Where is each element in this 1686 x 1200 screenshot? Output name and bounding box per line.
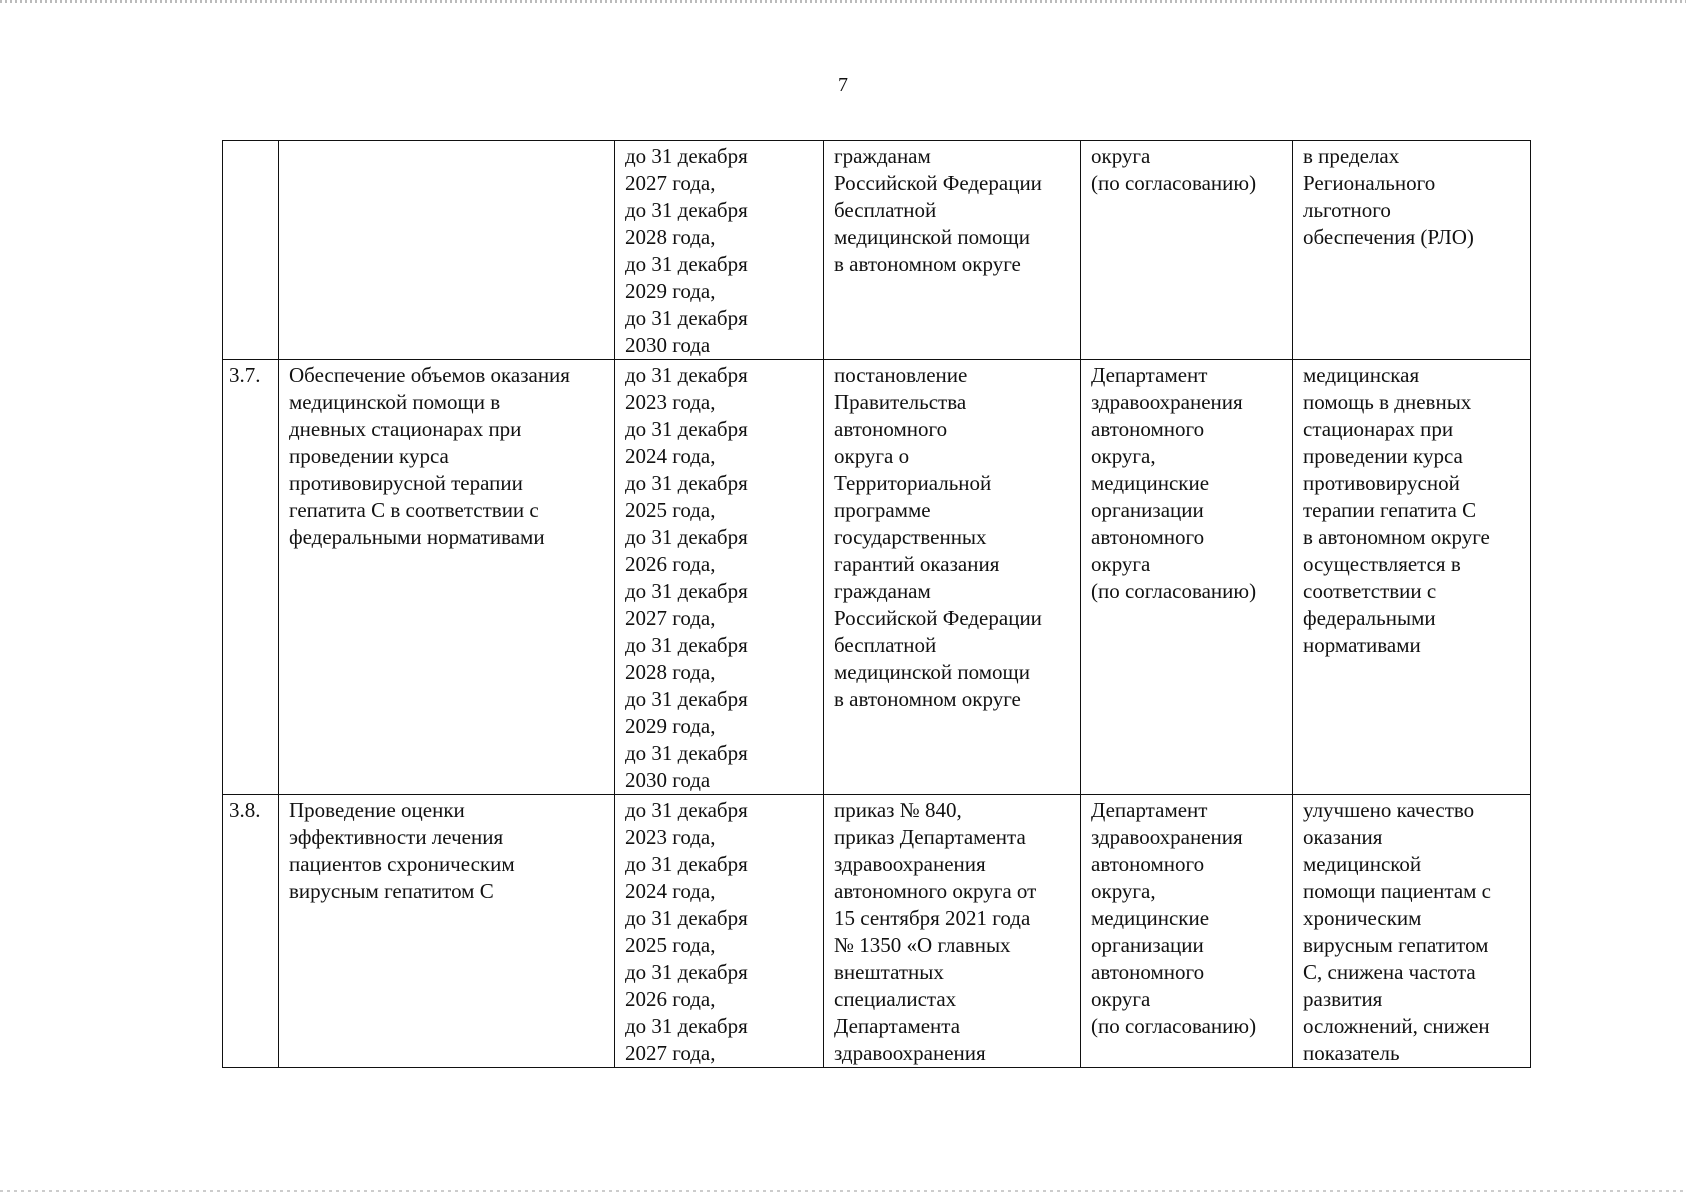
cell-line: 2027 года, (625, 171, 716, 195)
cell-line: медицинские (1091, 906, 1210, 930)
cell-line: медицинские (1091, 471, 1210, 495)
cell-line: стационарах при (1303, 417, 1454, 441)
cell-line: медицинской помощи в (289, 390, 501, 414)
table-row (223, 795, 1531, 1068)
cell-line: помощи пациентам с (1303, 879, 1491, 903)
page-number: 7 (838, 74, 848, 96)
cell-line: 2026 года, (625, 552, 716, 576)
cell-line: развития (1303, 987, 1383, 1011)
cell-line: (по согласованию) (1091, 1014, 1257, 1038)
cell-line: дневных стационарах при (289, 417, 522, 441)
cell-line: государственных (834, 525, 987, 549)
cell-line: до 31 декабря (625, 144, 748, 168)
cell-line: 2027 года, (625, 1041, 716, 1065)
cell-line: до 31 декабря (625, 687, 748, 711)
cell-line: 15 сентября 2021 года (834, 906, 1031, 930)
row-number-cell (223, 141, 279, 360)
cell-line: оказания (1303, 825, 1383, 849)
cell-line: 2029 года, (625, 279, 716, 303)
cell-line: вирусным гепатитом С (289, 879, 494, 903)
cell-line: округа (1091, 987, 1151, 1011)
cell-line: Департамента (834, 1014, 961, 1038)
cell-line: бесплатной (834, 198, 937, 222)
cell-line: Территориальной (834, 471, 992, 495)
cell-line: 2029 года, (625, 714, 716, 738)
cell-line: округа о (834, 444, 910, 468)
document-cell (824, 795, 1081, 1068)
cell-line: Департамент (1091, 798, 1208, 822)
cell-line: проведении курса (289, 444, 449, 468)
cell-line: гарантий оказания (834, 552, 1000, 576)
cell-line: (по согласованию) (1091, 579, 1257, 603)
cell-line: Российской Федерации (834, 171, 1042, 195)
cell-line: до 31 декабря (625, 852, 748, 876)
cell-line: до 31 декабря (625, 306, 748, 330)
cell-line: приказ Департамента (834, 825, 1026, 849)
cell-line: здравоохранения (834, 1041, 986, 1065)
cell-line: (по согласованию) (1091, 171, 1257, 195)
cell-line: медицинская (1303, 363, 1420, 387)
cell-line: до 31 декабря (625, 960, 748, 984)
result-cell (1293, 360, 1531, 795)
cell-line: 2027 года, (625, 606, 716, 630)
cell-line: до 31 декабря (625, 906, 748, 930)
executor-cell (1081, 141, 1293, 360)
cell-line: проведении курса (1303, 444, 1463, 468)
cell-line: 2030 года (625, 333, 711, 357)
cell-line: приказ № 840, (834, 798, 962, 822)
cell-line: осуществляется в (1303, 552, 1461, 576)
cell-line: 2025 года, (625, 933, 716, 957)
cell-line: 2024 года, (625, 444, 716, 468)
cell-line: эффективности лечения (289, 825, 504, 849)
deadline-cell (615, 141, 824, 360)
cell-line: здравоохранения (834, 852, 986, 876)
cell-line: льготного (1303, 198, 1391, 222)
cell-line: организации (1091, 498, 1204, 522)
table-row (223, 141, 1531, 360)
cell-line: до 31 декабря (625, 417, 748, 441)
cell-line: автономного (1091, 525, 1205, 549)
cell-line: 2026 года, (625, 987, 716, 1011)
cell-line: автономного округа от (834, 879, 1037, 903)
cell-line: федеральными (1303, 606, 1436, 630)
cell-line: показатель (1303, 1041, 1400, 1065)
cell-line: до 31 декабря (625, 579, 748, 603)
cell-line: гражданам (834, 144, 931, 168)
cell-line: до 31 декабря (625, 252, 748, 276)
cell-line: 2023 года, (625, 390, 716, 414)
cell-line: до 31 декабря (625, 798, 748, 822)
cell-line: нормативами (1303, 633, 1421, 657)
measures-table (222, 140, 1531, 1068)
cell-line: автономного (1091, 417, 1205, 441)
cell-line: до 31 декабря (625, 363, 748, 387)
cell-line: осложнений, снижен (1303, 1014, 1490, 1038)
cell-line: улучшено качество (1303, 798, 1475, 822)
cell-line: С, снижена частота (1303, 960, 1476, 984)
executor-cell (1081, 795, 1293, 1068)
table-row (223, 360, 1531, 795)
cell-line: 2028 года, (625, 225, 716, 249)
cell-line: противовирусной (1303, 471, 1460, 495)
cell-line: в пределах (1303, 144, 1400, 168)
result-cell (1293, 141, 1531, 360)
cell-line: противовирусной терапии (289, 471, 523, 495)
cell-line: внештатных (834, 960, 944, 984)
row-number: 3.8. (229, 798, 261, 822)
deadline-cell (615, 795, 824, 1068)
cell-line: гражданам (834, 579, 931, 603)
document-cell (824, 141, 1081, 360)
cell-line: до 31 декабря (625, 741, 748, 765)
cell-line: соответствии с (1303, 579, 1437, 603)
cell-line: Проведение оценки (289, 798, 465, 822)
cell-line: пациентов схроническим (289, 852, 515, 876)
cell-line: обеспечения (РЛО) (1303, 225, 1474, 249)
cell-line: гепатита С в соответствии с (289, 498, 539, 522)
measure-title-cell (279, 360, 615, 795)
measure-title-cell (279, 141, 615, 360)
cell-line: Российской Федерации (834, 606, 1042, 630)
cell-line: в автономном округе (1303, 525, 1490, 549)
cell-line: федеральными нормативами (289, 525, 545, 549)
cell-line: до 31 декабря (625, 471, 748, 495)
scan-edge-bottom (0, 1190, 1686, 1192)
executor-cell (1081, 360, 1293, 795)
cell-line: до 31 декабря (625, 525, 748, 549)
cell-line: округа, (1091, 444, 1156, 468)
row-number: 3.7. (229, 363, 261, 387)
cell-line: автономного (1091, 852, 1205, 876)
cell-line: Правительства (834, 390, 967, 414)
cell-line: постановление (834, 363, 968, 387)
cell-line: программе (834, 498, 931, 522)
cell-line: автономного (834, 417, 948, 441)
cell-line: бесплатной (834, 633, 937, 657)
row-number-cell (223, 795, 279, 1068)
document-cell (824, 360, 1081, 795)
cell-line: до 31 декабря (625, 633, 748, 657)
cell-line: здравоохранения (1091, 825, 1243, 849)
cell-line: 2023 года, (625, 825, 716, 849)
cell-line: в автономном округе (834, 252, 1021, 276)
cell-line: терапии гепатита С (1303, 498, 1477, 522)
cell-line: округа, (1091, 879, 1156, 903)
deadline-cell (615, 360, 824, 795)
cell-line: автономного (1091, 960, 1205, 984)
cell-line: 2030 года (625, 768, 711, 792)
cell-line: 2025 года, (625, 498, 716, 522)
cell-line: специалистах (834, 987, 957, 1011)
cell-line: в автономном округе (834, 687, 1021, 711)
cell-line: до 31 декабря (625, 198, 748, 222)
row-number-cell (223, 360, 279, 795)
cell-line: № 1350 «О главных (834, 933, 1011, 957)
scan-edge-top (0, 0, 1686, 3)
cell-line: медицинской (1303, 852, 1422, 876)
cell-line: 2028 года, (625, 660, 716, 684)
cell-line: вирусным гепатитом (1303, 933, 1489, 957)
cell-line: округа (1091, 552, 1151, 576)
cell-line: до 31 декабря (625, 1014, 748, 1038)
cell-line: здравоохранения (1091, 390, 1243, 414)
result-cell (1293, 795, 1531, 1068)
cell-line: 2024 года, (625, 879, 716, 903)
cell-line: Регионального (1303, 171, 1436, 195)
cell-line: хроническим (1303, 906, 1422, 930)
measure-title-cell (279, 795, 615, 1068)
cell-line: Обеспечение объемов оказания (289, 363, 570, 387)
cell-line: медицинской помощи (834, 225, 1030, 249)
cell-line: организации (1091, 933, 1204, 957)
cell-line: помощь в дневных (1303, 390, 1472, 414)
cell-line: медицинской помощи (834, 660, 1030, 684)
cell-line: Департамент (1091, 363, 1208, 387)
cell-line: округа (1091, 144, 1151, 168)
